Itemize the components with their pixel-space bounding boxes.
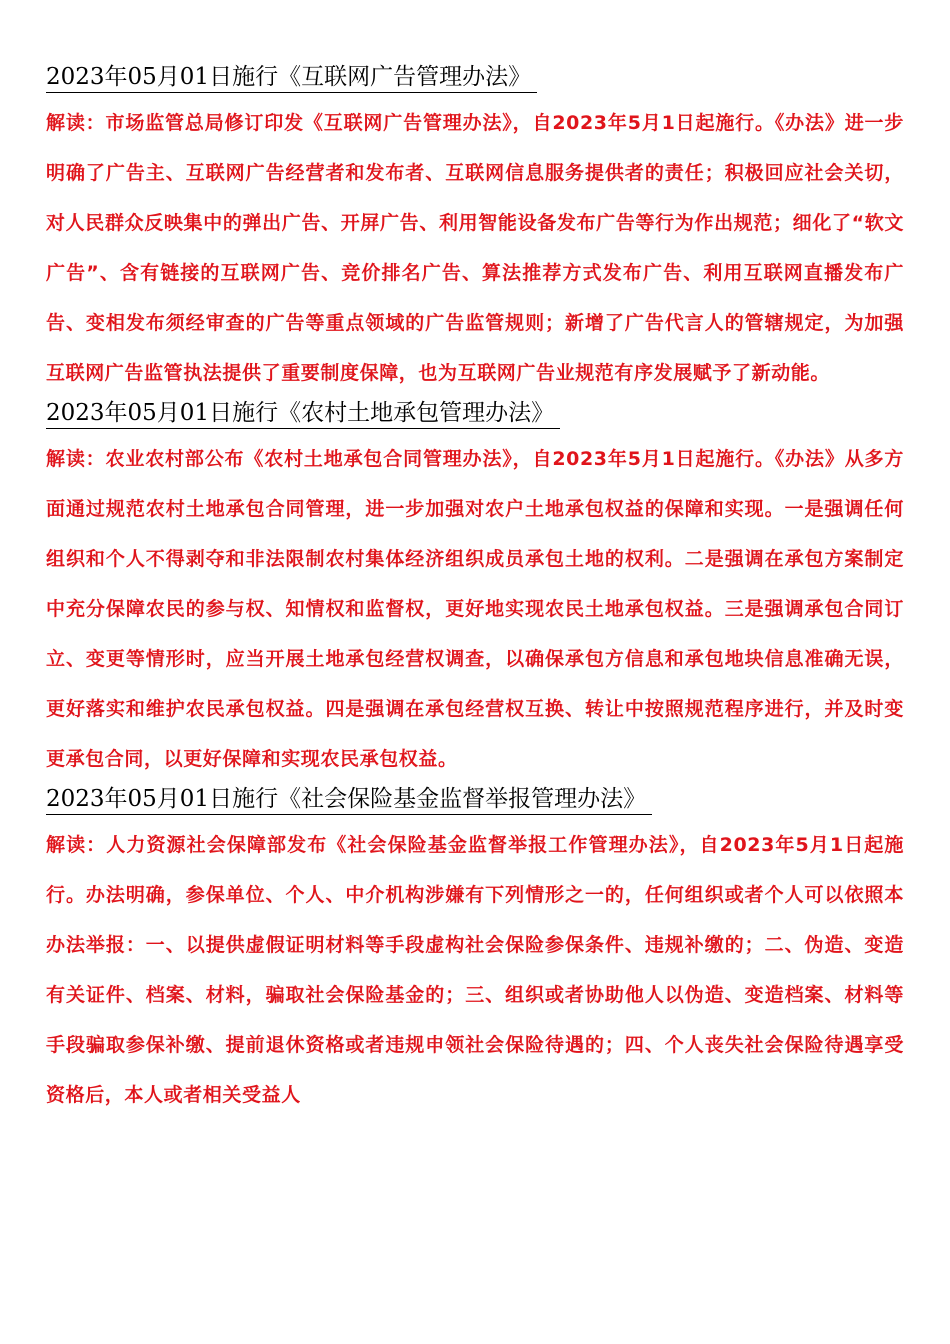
section-heading: 2023年05月01日施行《农村土地承包管理办法》	[46, 396, 904, 430]
section-heading: 2023年05月01日施行《互联网广告管理办法》	[46, 60, 904, 94]
section-interpretation: 解读：市场监管总局修订印发《互联网广告管理办法》，自2023年5月1日起施行。《办法》进一步明确了广告主、互联网广告经营者和发布者、互联网信息服务提供者的责任；积极回应社会关切，对人民群众反映集中的弹出广告、开屏广告、利用智能设备发布广告等行为作出规范；细化了“软文广告”、含有链接的互联网广告、竞价排名广告、算法推荐方式发布广告、利用互联网直播发布广告、变相发布须经审查的广告等重点领域的广告监管规则；新增了广告代言人的管辖规定，为加强互联网广告监管执法提供了重要制度保障，也为互联网广告业规范有序发展赋予了新动能。	[46, 112, 904, 384]
section-rural-land-contract	[46, 396, 904, 784]
section-social-insurance-fund	[46, 782, 904, 1120]
section-interpretation: 解读：人力资源社会保障部发布《社会保险基金监督举报工作管理办法》，自2023年5月1日起施行。办法明确，参保单位、个人、中介机构涉嫌有下列情形之一的，任何组织或者个人可以依照本办法举报：一、以提供虚假证明材料等手段虚构社会保险参保条件、违规补缴的；二、伪造、变造有关证件、档案、材料，骗取社会保险基金的；三、组织或者协助他人以伪造、变造档案、材料等手段骗取参保补缴、提前退休资格或者违规申领社会保险待遇的；四、个人丧失社会保险待遇享受资格后，本人或者相关受益人	[46, 834, 904, 1106]
section-interpretation: 解读：农业农村部公布《农村土地承包合同管理办法》，自2023年5月1日起施行。《办法》从多方面通过规范农村土地承包合同管理，进一步加强对农户土地承包权益的保障和实现。一是强调任何组织和个人不得剥夺和非法限制农村集体经济组织成员承包土地的权利。二是强调在承包方案制定中充分保障农民的参与权、知情权和监督权，更好地实现农民土地承包权益。三是强调承包合同订立、变更等情形时，应当开展土地承包经营权调查，以确保承包方信息和承包地块信息准确无误，更好落实和维护农民承包权益。四是强调在承包经营权互换、转让中按照规范程序进行，并及时变更承包合同，以更好保障和实现农民承包权益。	[46, 448, 904, 770]
section-internet-advertising	[46, 60, 904, 398]
document-page	[46, 60, 904, 1120]
section-heading: 2023年05月01日施行《社会保险基金监督举报管理办法》	[46, 782, 904, 816]
